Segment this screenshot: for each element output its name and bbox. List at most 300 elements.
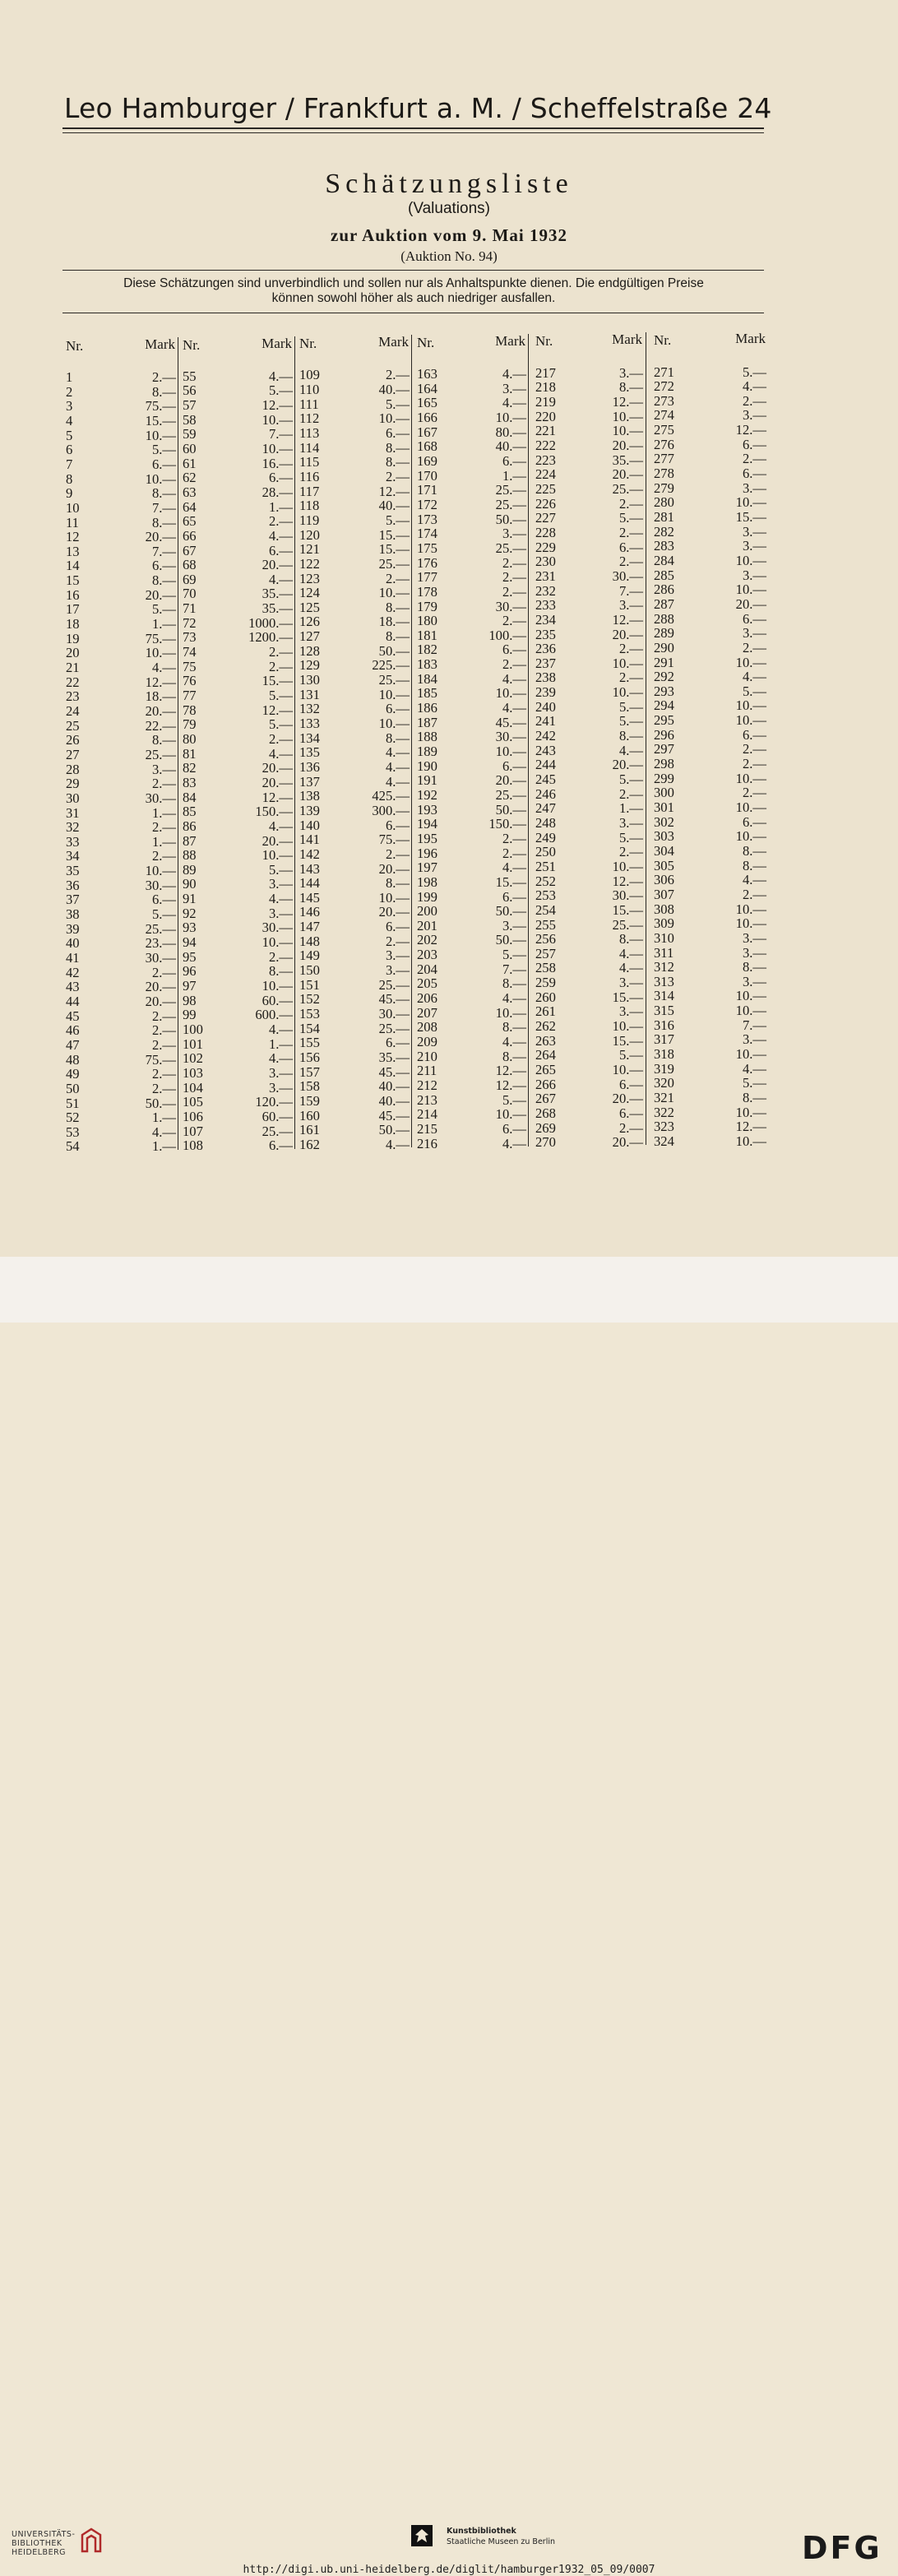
lot-number: 115: [299, 454, 320, 470]
lot-valuation: 12.—: [495, 1063, 526, 1079]
lot-valuation: 15.—: [612, 989, 643, 1005]
lot-valuation: 3.—: [742, 523, 766, 540]
lot-valuation: 8.—: [385, 628, 410, 645]
column-header-nr: Nr.: [183, 336, 201, 353]
lot-number: 219: [535, 394, 556, 410]
lot-number: 5: [66, 427, 73, 443]
lot-valuation: 40.—: [378, 382, 410, 398]
lot-valuation: 2.—: [742, 392, 766, 409]
lot-number: 240: [535, 698, 556, 715]
lot-number: 271: [654, 364, 674, 380]
lot-number: 248: [535, 814, 556, 831]
lot-valuation: 3.—: [502, 526, 526, 542]
lot-number: 303: [654, 828, 674, 845]
lot-valuation: 8.—: [385, 439, 410, 456]
lot-number: 66: [183, 527, 197, 544]
lot-number: 124: [299, 585, 320, 601]
eagle-icon: [411, 2525, 433, 2546]
lot-valuation: 22.—: [145, 717, 176, 734]
lot-valuation: 35.—: [262, 600, 293, 617]
ub-line-1: UNIVERSITÄTS-: [12, 2530, 76, 2539]
lot-valuation: 10.—: [735, 712, 766, 729]
lot-valuation: 25.—: [378, 672, 410, 688]
disclaimer-line-2: können sowohl höher als auch niedriger ausfallen.: [271, 291, 556, 305]
column-header-mark: Mark: [495, 332, 525, 349]
lot-number: 287: [654, 595, 674, 612]
lot-valuation: 4.—: [502, 859, 526, 876]
lot-valuation: 6.—: [742, 466, 766, 482]
lot-number: 195: [417, 830, 437, 846]
column-header-mark: Mark: [262, 335, 292, 351]
lot-number: 300: [654, 785, 674, 801]
lot-valuation: 10.—: [378, 410, 410, 427]
lot-number: 276: [654, 436, 674, 452]
lot-valuation: 25.—: [378, 976, 410, 993]
column-divider: [294, 336, 295, 1149]
lot-valuation: 2.—: [151, 776, 176, 792]
lot-valuation: 3.—: [618, 975, 643, 991]
lot-number: 18: [66, 616, 80, 632]
lot-valuation: 3.—: [742, 929, 766, 946]
lot-number: 55: [183, 368, 197, 384]
lot-number: 172: [417, 496, 437, 512]
lot-number: 45: [66, 1008, 80, 1024]
lot-number: 116: [299, 468, 320, 484]
lot-number: 105: [183, 1094, 203, 1110]
lot-valuation: 6.—: [151, 456, 176, 472]
lot-number: 226: [535, 495, 556, 512]
lot-valuation: 25.—: [495, 540, 526, 556]
lot-valuation: 30.—: [495, 729, 526, 745]
column-divider: [528, 334, 529, 1147]
lot-valuation: 10.—: [735, 654, 766, 670]
lot-number: 50: [66, 1080, 80, 1096]
lot-valuation: 45.—: [378, 1063, 410, 1080]
lot-valuation: 18.—: [378, 614, 410, 630]
lot-valuation: 12.—: [612, 873, 643, 889]
lot-number: 317: [654, 1031, 674, 1048]
lot-number: 2: [66, 383, 73, 400]
lot-valuation: 3.—: [618, 597, 643, 614]
lot-valuation: 30.—: [145, 950, 176, 966]
lot-valuation: 5.—: [268, 861, 293, 878]
lot-valuation: 1.—: [151, 1110, 176, 1126]
lot-number: 232: [535, 582, 556, 599]
lot-number: 323: [654, 1119, 674, 1135]
lot-valuation: 6.—: [385, 701, 410, 717]
lot-number: 216: [417, 1135, 437, 1151]
lot-number: 73: [183, 629, 197, 646]
lot-number: 243: [535, 742, 556, 758]
lot-number: 89: [183, 861, 197, 878]
lot-valuation: 3.—: [742, 1031, 766, 1048]
lot-number: 171: [417, 482, 437, 498]
lot-valuation: 2.—: [151, 964, 176, 980]
lot-valuation: 10.—: [735, 494, 766, 511]
lot-number: 207: [417, 1004, 437, 1021]
lot-number: 173: [417, 511, 437, 527]
lot-number: 302: [654, 813, 674, 830]
lot-number: 67: [183, 542, 197, 558]
lot-number: 3: [66, 398, 73, 415]
lot-valuation: 2.—: [268, 948, 293, 965]
lot-number: 272: [654, 378, 674, 395]
lot-number: 63: [183, 484, 197, 500]
lot-number: 269: [535, 1119, 556, 1136]
lot-valuation: 2.—: [385, 367, 410, 383]
lot-valuation: 35.—: [612, 452, 643, 468]
lot-number: 245: [535, 771, 556, 787]
lot-valuation: 20.—: [262, 760, 293, 776]
lot-valuation: 10.—: [262, 440, 293, 456]
lot-number: 204: [417, 961, 437, 977]
lot-number: 288: [654, 610, 674, 627]
lot-valuation: 300.—: [372, 802, 410, 818]
lot-number: 90: [183, 876, 197, 892]
lot-number: 290: [654, 639, 674, 656]
lot-valuation: 4.—: [502, 670, 526, 687]
lot-number: 267: [535, 1091, 556, 1107]
ub-heidelberg-logo-icon: [79, 2527, 104, 2555]
lot-number: 104: [183, 1079, 203, 1096]
lot-number: 142: [299, 846, 320, 862]
lot-number: 314: [654, 988, 674, 1004]
lot-number: 280: [654, 494, 674, 511]
lot-valuation: 20.—: [612, 438, 643, 454]
lot-valuation: 20.—: [262, 832, 293, 849]
lot-number: 215: [417, 1120, 437, 1137]
lot-valuation: 25.—: [495, 496, 526, 512]
lot-number: 221: [535, 423, 556, 439]
lot-number: 205: [417, 975, 437, 992]
lot-number: 217: [535, 364, 556, 381]
lot-number: 102: [183, 1050, 203, 1067]
lot-valuation: 120.—: [255, 1094, 293, 1110]
lot-valuation: 3.—: [742, 480, 766, 496]
permalink-url[interactable]: http://digi.ub.uni-heidelberg.de/diglit/hamburger1932_05_09/0007: [243, 2564, 655, 2576]
lot-valuation: 8.—: [151, 732, 176, 748]
lot-number: 237: [535, 655, 556, 671]
lot-number: 224: [535, 466, 556, 483]
lot-valuation: 6.—: [502, 642, 526, 658]
lot-valuation: 6.—: [618, 1105, 643, 1121]
kunstbibliothek-label: [447, 2526, 555, 2547]
lot-number: 230: [535, 554, 556, 570]
lot-valuation: 10.—: [735, 988, 766, 1004]
lot-valuation: 8.—: [151, 383, 176, 400]
lot-number: 149: [299, 947, 320, 964]
lot-number: 186: [417, 700, 437, 716]
lot-number: 258: [535, 960, 556, 976]
lot-valuation: 60.—: [262, 1108, 293, 1124]
lot-number: 34: [66, 848, 80, 864]
lot-number: 59: [183, 426, 197, 442]
lot-valuation: 5.—: [151, 442, 176, 458]
lot-number: 137: [299, 773, 320, 790]
lot-number: 253: [535, 887, 556, 904]
lot-valuation: 2.—: [742, 639, 766, 656]
lot-number: 117: [299, 483, 320, 499]
lot-number: 155: [299, 1035, 320, 1051]
lot-valuation: 50.—: [145, 1095, 176, 1111]
lot-number: 167: [417, 424, 437, 440]
lot-valuation: 1.—: [268, 1035, 293, 1052]
lot-valuation: 40.—: [495, 438, 526, 455]
lot-valuation: 3.—: [502, 380, 526, 396]
lot-number: 23: [66, 688, 80, 705]
lot-number: 285: [654, 567, 674, 583]
lot-valuation: 30.—: [612, 568, 643, 584]
lot-number: 9: [66, 485, 73, 502]
lot-valuation: 35.—: [262, 586, 293, 602]
lot-number: 244: [535, 757, 556, 773]
lot-valuation: 6.—: [502, 758, 526, 774]
lot-number: 75: [183, 658, 197, 674]
lot-number: 82: [183, 760, 197, 776]
lot-number: 308: [654, 901, 674, 917]
lot-valuation: 30.—: [378, 1006, 410, 1022]
lot-number: 80: [183, 730, 197, 747]
lot-number: 43: [66, 979, 80, 995]
lot-number: 27: [66, 746, 80, 762]
lot-valuation: 6.—: [742, 813, 766, 830]
catalog-page: [0, 0, 898, 1257]
lot-valuation: 1.—: [151, 804, 176, 821]
lot-number: 92: [183, 905, 197, 921]
lot-number: 49: [66, 1066, 80, 1082]
lot-number: 292: [654, 669, 674, 685]
lot-number: 36: [66, 877, 80, 893]
lot-number: 228: [535, 524, 556, 540]
lot-number: 144: [299, 875, 320, 892]
dealer-header: Leo Hamburger / Frankfurt a. M. / Scheffelstraße 24: [64, 92, 772, 124]
lot-valuation: 50.—: [495, 511, 526, 527]
lot-number: 315: [654, 1003, 674, 1019]
lot-valuation: 2.—: [502, 554, 526, 571]
lot-valuation: 10.—: [262, 934, 293, 951]
lot-valuation: 20.—: [145, 529, 176, 545]
lot-number: 234: [535, 611, 556, 628]
lot-valuation: 6.—: [502, 1120, 526, 1137]
lot-valuation: 4.—: [268, 527, 293, 544]
lot-number: 236: [535, 641, 556, 657]
lot-number: 21: [66, 660, 80, 675]
ub-heidelberg-label: [12, 2530, 75, 2557]
lot-number: 52: [66, 1110, 80, 1126]
lot-valuation: 8.—: [385, 730, 410, 746]
lot-number: 169: [417, 453, 437, 469]
lot-valuation: 2.—: [742, 451, 766, 467]
lot-valuation: 4.—: [385, 1136, 410, 1152]
lot-valuation: 10.—: [495, 1106, 526, 1123]
lot-valuation: 3.—: [151, 761, 176, 777]
lot-valuation: 10.—: [735, 1003, 766, 1019]
lot-number: 26: [66, 732, 80, 748]
lot-number: 129: [299, 657, 320, 674]
lot-valuation: 4.—: [385, 758, 410, 775]
lot-valuation: 15.—: [378, 541, 410, 558]
lot-valuation: 2.—: [742, 785, 766, 801]
lot-number: 56: [183, 382, 197, 399]
lot-number: 310: [654, 929, 674, 946]
lot-number: 180: [417, 613, 437, 629]
lot-valuation: 4.—: [502, 990, 526, 1007]
lot-valuation: 10.—: [145, 645, 176, 661]
lot-valuation: 25.—: [378, 555, 410, 572]
lot-number: 211: [417, 1063, 437, 1079]
lot-number: 71: [183, 600, 197, 617]
lot-valuation: 8.—: [742, 857, 766, 873]
lot-number: 108: [183, 1137, 203, 1154]
lot-number: 39: [66, 920, 80, 937]
lot-valuation: 20.—: [612, 1134, 643, 1151]
lot-valuation: 28.—: [262, 484, 293, 500]
lot-number: 202: [417, 932, 437, 948]
lot-valuation: 3.—: [742, 567, 766, 583]
lot-valuation: 50.—: [495, 903, 526, 920]
lot-number: 138: [299, 788, 320, 804]
lot-valuation: 2.—: [268, 644, 293, 660]
lot-valuation: 12.—: [378, 483, 410, 499]
lot-number: 151: [299, 976, 320, 993]
lot-number: 259: [535, 975, 556, 991]
lot-valuation: 20.—: [378, 860, 410, 877]
lot-valuation: 6.—: [268, 470, 293, 486]
lot-valuation: 4.—: [151, 660, 176, 675]
lot-valuation: 7.—: [151, 499, 176, 516]
lot-number: 318: [654, 1046, 674, 1063]
lot-number: 4: [66, 412, 73, 429]
lot-number: 159: [299, 1092, 320, 1109]
lot-number: 24: [66, 702, 80, 719]
lot-number: 311: [654, 944, 674, 961]
lot-number: 196: [417, 845, 437, 861]
lot-number: 321: [654, 1090, 674, 1105]
lot-number: 235: [535, 626, 556, 642]
lot-valuation: 2.—: [151, 1008, 176, 1024]
lot-valuation: 10.—: [262, 847, 293, 864]
lot-number: 72: [183, 614, 197, 631]
lot-number: 127: [299, 628, 320, 645]
lot-valuation: 20.—: [145, 979, 176, 995]
lot-valuation: 8.—: [742, 959, 766, 975]
lot-valuation: 2.—: [385, 846, 410, 862]
lot-valuation: 4.—: [502, 366, 526, 382]
lot-number: 120: [299, 526, 320, 543]
lot-number: 254: [535, 901, 556, 918]
lot-valuation: 2.—: [385, 933, 410, 949]
lot-number: 182: [417, 642, 437, 658]
lot-valuation: 2.—: [385, 468, 410, 484]
lot-valuation: 50.—: [378, 1122, 410, 1138]
lot-number: 125: [299, 599, 320, 615]
lot-valuation: 3.—: [385, 962, 410, 979]
lot-number: 198: [417, 873, 437, 890]
lot-number: 10: [66, 499, 80, 516]
lot-valuation: 20.—: [612, 626, 643, 642]
lot-number: 38: [66, 906, 80, 923]
lot-valuation: 10.—: [735, 1046, 766, 1063]
lot-valuation: 1.—: [618, 800, 643, 817]
lot-valuation: 40.—: [378, 1092, 410, 1109]
lot-valuation: 6.—: [502, 888, 526, 905]
lot-number: 61: [183, 455, 197, 471]
lot-number: 262: [535, 1018, 556, 1035]
lot-number: 77: [183, 688, 197, 703]
lot-valuation: 6.—: [618, 1076, 643, 1092]
lot-valuation: 5.—: [618, 713, 643, 730]
lot-valuation: 7.—: [151, 543, 176, 559]
lot-valuation: 10.—: [495, 1004, 526, 1021]
lot-valuation: 20.—: [612, 466, 643, 483]
lot-number: 252: [535, 873, 556, 889]
lot-valuation: 40.—: [378, 1078, 410, 1095]
lot-number: 74: [183, 644, 197, 660]
lot-number: 153: [299, 1006, 320, 1022]
lot-valuation: 10.—: [735, 1133, 766, 1149]
lot-number: 122: [299, 555, 320, 572]
lot-number: 146: [299, 904, 320, 920]
lot-number: 184: [417, 670, 437, 687]
lot-number: 123: [299, 570, 320, 586]
lot-number: 176: [417, 554, 437, 571]
lot-number: 79: [183, 716, 197, 733]
lot-number: 251: [535, 858, 556, 874]
lot-number: 297: [654, 741, 674, 758]
lot-valuation: 8.—: [618, 931, 643, 947]
lot-number: 268: [535, 1105, 556, 1121]
lot-valuation: 6.—: [385, 817, 410, 833]
lot-number: 134: [299, 730, 320, 746]
lot-valuation: 10.—: [735, 901, 766, 917]
header-rule-bottom: [62, 132, 764, 133]
lot-valuation: 15.—: [495, 873, 526, 890]
lot-valuation: 1.—: [268, 498, 293, 515]
lot-number: 278: [654, 466, 674, 482]
lot-number: 320: [654, 1075, 674, 1091]
lot-number: 305: [654, 857, 674, 873]
lot-valuation: 5.—: [618, 1047, 643, 1063]
lot-valuation: 25.—: [378, 1020, 410, 1036]
lot-valuation: 45.—: [495, 714, 526, 730]
lot-valuation: 5.—: [502, 947, 526, 963]
lot-valuation: 3.—: [618, 814, 643, 831]
lot-number: 190: [417, 758, 437, 774]
ub-line-2: BIBLIOTHEK: [12, 2539, 62, 2548]
lot-number: 222: [535, 438, 556, 454]
lot-number: 1: [66, 369, 73, 385]
lot-valuation: 2.—: [502, 656, 526, 673]
lot-valuation: 5.—: [268, 688, 293, 703]
lot-number: 241: [535, 713, 556, 730]
lot-valuation: 600.—: [255, 1007, 293, 1023]
lot-number: 121: [299, 541, 320, 558]
column-divider: [411, 335, 412, 1147]
kunstbibliothek-logo-icon: [411, 2525, 433, 2546]
lot-valuation: 150.—: [488, 816, 526, 832]
lot-valuation: 30.—: [612, 887, 643, 904]
lot-number: 35: [66, 863, 80, 879]
lot-number: 163: [417, 366, 437, 382]
lot-valuation: 10.—: [378, 585, 410, 601]
lot-valuation: 12.—: [735, 1119, 766, 1135]
lot-number: 293: [654, 683, 674, 699]
lot-number: 210: [417, 1048, 437, 1064]
lot-number: 154: [299, 1020, 320, 1036]
lot-valuation: 4.—: [618, 742, 643, 758]
lot-valuation: 6.—: [268, 542, 293, 558]
lot-valuation: 2.—: [385, 570, 410, 586]
